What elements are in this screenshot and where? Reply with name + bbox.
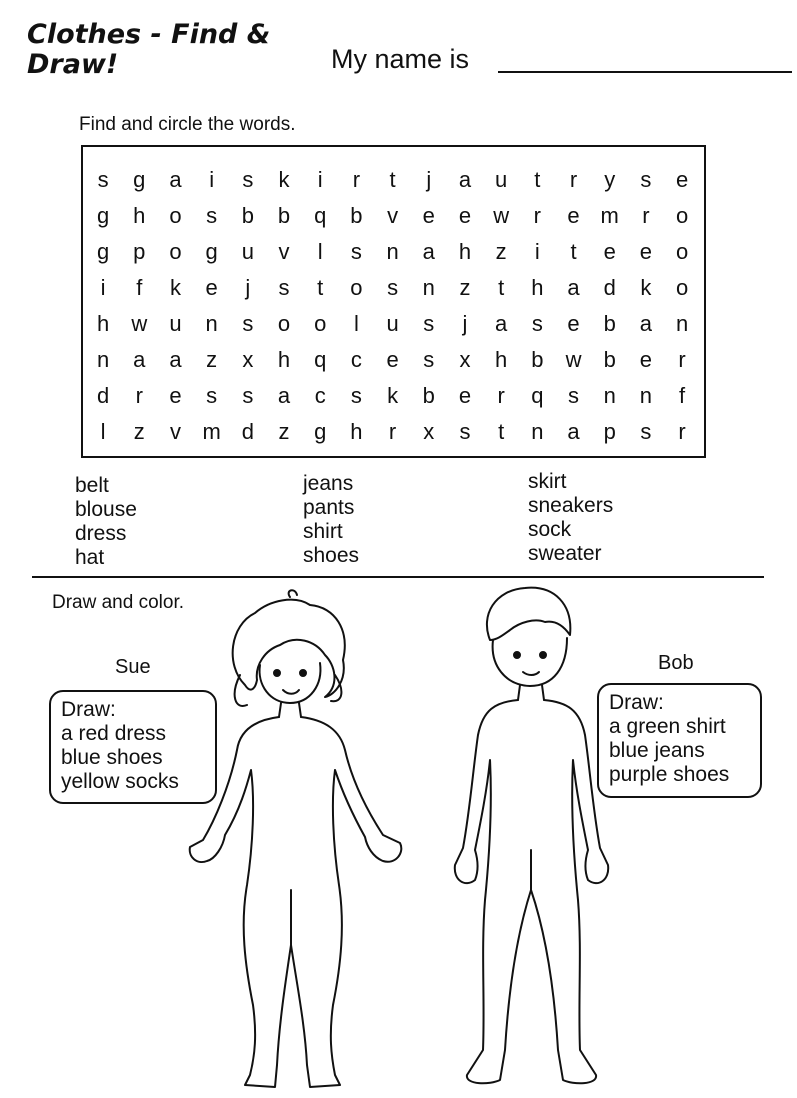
word-search-letter[interactable]: s: [640, 419, 652, 444]
word-list-column-2: [303, 472, 359, 568]
word-search-letter[interactable]: t: [317, 275, 324, 300]
worksheet-title: Clothes - Find & Draw!: [27, 19, 271, 80]
word-search-letter[interactable]: t: [389, 167, 396, 192]
word-search-letter[interactable]: h: [277, 347, 291, 372]
word-search-letter[interactable]: n: [639, 383, 653, 408]
word-search-letter[interactable]: x: [459, 347, 471, 372]
word-search-letter[interactable]: v: [387, 203, 399, 228]
word-search-letter[interactable]: r: [533, 203, 541, 228]
word-search-letter[interactable]: y: [604, 167, 616, 192]
word-search-letter[interactable]: r: [135, 383, 143, 408]
word-search-letter[interactable]: e: [458, 383, 472, 408]
word-search-letter[interactable]: b: [422, 383, 435, 408]
word-search-row: [85, 378, 700, 414]
word-search-letter[interactable]: d: [241, 419, 254, 444]
word-search-letter[interactable]: n: [675, 311, 689, 336]
word-search-letter[interactable]: k: [640, 275, 652, 300]
word-search-row: [85, 234, 700, 270]
word-search-letter[interactable]: e: [386, 347, 399, 372]
word-search-letter[interactable]: a: [458, 167, 472, 192]
word-search-letter[interactable]: o: [675, 203, 689, 228]
word-search-letter[interactable]: l: [317, 239, 323, 264]
word-search-letter[interactable]: e: [205, 275, 218, 300]
word-search-letter[interactable]: d: [96, 383, 110, 408]
bob-figure-illustration: [445, 580, 620, 1095]
word-search-row: [85, 342, 700, 378]
word-search-letter[interactable]: o: [169, 203, 182, 228]
word-search-letter[interactable]: o: [675, 239, 689, 264]
word-search-letter[interactable]: v: [278, 239, 290, 264]
word-search-letter[interactable]: o: [675, 275, 689, 300]
word-search-letter[interactable]: x: [423, 419, 435, 444]
word-search-letter[interactable]: u: [495, 167, 508, 192]
bob-instruction-line: purple shoes: [609, 763, 730, 786]
word-search-letter[interactable]: n: [422, 275, 435, 300]
word-search-letter[interactable]: g: [205, 239, 218, 264]
word-search-letter[interactable]: s: [350, 383, 362, 408]
word-search-letter[interactable]: a: [422, 239, 435, 264]
word-search-letter[interactable]: a: [277, 383, 291, 408]
word-search-letter[interactable]: t: [570, 239, 577, 264]
word-search-letter[interactable]: n: [96, 347, 110, 372]
word-search-letter[interactable]: m: [600, 203, 619, 228]
word-search-letter[interactable]: q: [314, 347, 327, 372]
word-search-letter[interactable]: b: [350, 203, 363, 228]
word-search-letter[interactable]: c: [314, 383, 326, 408]
draw-instruction: Draw and color.: [52, 592, 185, 613]
sue-instruction-line: Draw:: [61, 698, 116, 721]
word-search-letter[interactable]: t: [498, 419, 505, 444]
word-search-letter[interactable]: r: [497, 383, 505, 408]
word-search-letter[interactable]: a: [169, 347, 182, 372]
word-list-item: belt: [75, 474, 109, 497]
word-list-item: sock: [528, 518, 572, 541]
word-search-letter[interactable]: j: [426, 167, 432, 192]
word-search-letter[interactable]: q: [531, 383, 544, 408]
bob-name-label: Bob: [658, 652, 694, 674]
section-divider: [32, 576, 764, 578]
word-search-letter[interactable]: f: [679, 383, 686, 408]
name-write-line: [498, 71, 792, 73]
word-search-letter[interactable]: s: [278, 275, 290, 300]
word-search-letter[interactable]: e: [422, 203, 435, 228]
word-list-column-1: [75, 474, 137, 570]
word-list-item: skirt: [528, 470, 567, 493]
word-search-letter[interactable]: s: [423, 311, 435, 336]
bob-instruction-line: a green shirt: [609, 715, 726, 738]
word-search-letter[interactable]: s: [423, 347, 435, 372]
word-search-letter[interactable]: a: [133, 347, 146, 372]
word-search-letter[interactable]: b: [603, 347, 616, 372]
word-list-item: shirt: [303, 520, 343, 543]
word-search-letter[interactable]: r: [678, 347, 686, 372]
word-search-letter[interactable]: r: [388, 419, 397, 444]
word-search-letter[interactable]: j: [245, 275, 251, 300]
word-search-letter[interactable]: i: [534, 239, 540, 264]
word-search-letter[interactable]: r: [569, 167, 578, 192]
word-search-letter[interactable]: s: [242, 167, 254, 192]
word-search-letter[interactable]: b: [277, 203, 291, 228]
word-search-letter[interactable]: s: [568, 383, 580, 408]
word-search-letter[interactable]: z: [495, 239, 507, 264]
word-search-letter[interactable]: n: [603, 383, 616, 408]
word-search-letter[interactable]: h: [96, 311, 110, 336]
word-search-letter[interactable]: b: [241, 203, 254, 228]
word-search-letter[interactable]: s: [350, 239, 362, 264]
word-search-letter[interactable]: r: [642, 203, 650, 228]
bob-instruction-box: [597, 683, 762, 798]
sue-instruction-line: yellow socks: [61, 770, 179, 793]
sue-instruction-line: blue shoes: [61, 746, 163, 769]
word-search-letter[interactable]: x: [242, 347, 254, 372]
word-search-letter[interactable]: s: [97, 167, 109, 192]
word-search-letter[interactable]: o: [314, 311, 327, 336]
word-search-letter[interactable]: t: [498, 275, 505, 300]
word-search-letter[interactable]: w: [565, 347, 582, 372]
word-search-letter[interactable]: p: [133, 239, 146, 264]
word-search-letter[interactable]: s: [242, 383, 254, 408]
word-search-letter[interactable]: o: [169, 239, 182, 264]
word-search-letter[interactable]: z: [133, 419, 145, 444]
word-search-grid: [85, 162, 700, 450]
word-search-letter[interactable]: e: [639, 347, 653, 372]
word-search-row: [85, 270, 700, 306]
word-search-letter[interactable]: a: [567, 419, 580, 444]
sue-instruction-line: a red dress: [61, 722, 167, 745]
word-search-letter[interactable]: e: [603, 239, 616, 264]
word-search-letter[interactable]: n: [531, 419, 544, 444]
word-search-letter[interactable]: t: [534, 167, 541, 192]
name-label: My name is: [331, 44, 470, 74]
word-search-letter[interactable]: o: [277, 311, 291, 336]
word-search-letter[interactable]: w: [493, 203, 510, 228]
word-search-letter[interactable]: s: [242, 311, 254, 336]
word-search-letter[interactable]: a: [169, 167, 182, 192]
word-list-item: blouse: [75, 498, 137, 521]
word-search-letter[interactable]: l: [100, 419, 106, 444]
word-search-instruction: Find and circle the words.: [79, 114, 296, 135]
word-search-letter[interactable]: f: [136, 275, 143, 300]
word-search-letter[interactable]: u: [386, 311, 399, 336]
word-search-letter[interactable]: h: [458, 239, 472, 264]
word-search-letter[interactable]: u: [169, 311, 182, 336]
word-search-letter[interactable]: i: [317, 167, 323, 192]
word-search-letter[interactable]: b: [531, 347, 544, 372]
sue-name-label: Sue: [115, 656, 151, 678]
word-list-item: shoes: [303, 544, 360, 567]
word-search-letter[interactable]: r: [352, 167, 361, 192]
word-search-letter[interactable]: a: [639, 311, 653, 336]
word-search-letter[interactable]: e: [639, 239, 653, 264]
word-search-letter[interactable]: w: [131, 311, 148, 336]
word-list-item: jeans: [303, 472, 354, 495]
word-search-letter[interactable]: k: [387, 383, 399, 408]
word-search-letter[interactable]: h: [350, 419, 363, 444]
word-search-letter[interactable]: n: [386, 239, 399, 264]
word-search-letter[interactable]: g: [96, 203, 110, 228]
word-search-letter[interactable]: s: [206, 383, 218, 408]
word-search-letter[interactable]: s: [531, 311, 543, 336]
word-list-item: sweater: [528, 542, 602, 565]
word-list-item: hat: [75, 546, 105, 569]
word-search-letter[interactable]: g: [133, 167, 146, 192]
word-search-letter[interactable]: u: [241, 239, 254, 264]
word-search-letter[interactable]: p: [603, 419, 616, 444]
word-search-letter[interactable]: s: [640, 167, 652, 192]
word-search-letter[interactable]: o: [350, 275, 363, 300]
word-search-letter[interactable]: h: [495, 347, 508, 372]
word-search-letter[interactable]: k: [169, 275, 181, 300]
word-search-letter[interactable]: s: [387, 275, 399, 300]
word-search-letter[interactable]: j: [462, 311, 468, 336]
word-search-letter[interactable]: z: [278, 419, 290, 444]
word-search-letter[interactable]: i: [100, 275, 106, 300]
word-search-letter[interactable]: s: [206, 203, 218, 228]
word-search-row: [85, 414, 700, 450]
word-search-letter[interactable]: g: [96, 239, 110, 264]
word-search-letter[interactable]: e: [458, 203, 472, 228]
word-search-letter[interactable]: m: [202, 419, 221, 444]
word-search-row: [85, 198, 700, 234]
word-search-letter[interactable]: a: [495, 311, 508, 336]
word-search-letter[interactable]: i: [209, 167, 215, 192]
word-search-letter[interactable]: z: [206, 347, 218, 372]
word-search-letter[interactable]: e: [567, 203, 580, 228]
word-search-letter[interactable]: h: [531, 275, 544, 300]
word-list-item: pants: [303, 496, 355, 519]
word-search-letter[interactable]: a: [567, 275, 580, 300]
word-search-letter[interactable]: v: [169, 419, 181, 444]
word-list-item: dress: [75, 522, 127, 545]
word-search-letter[interactable]: q: [314, 203, 327, 228]
word-search-letter[interactable]: s: [459, 419, 471, 444]
sue-figure-illustration: [185, 585, 425, 1095]
word-search-letter[interactable]: d: [603, 275, 616, 300]
word-list-item: sneakers: [528, 494, 614, 517]
word-search-row: [85, 306, 700, 342]
word-search-letter[interactable]: l: [353, 311, 359, 336]
word-search-letter[interactable]: e: [169, 383, 182, 408]
word-search-letter[interactable]: e: [675, 167, 689, 192]
word-search-letter[interactable]: r: [678, 419, 686, 444]
word-search-letter[interactable]: c: [350, 347, 362, 372]
word-search-letter[interactable]: b: [603, 311, 616, 336]
bob-instruction-line: blue jeans: [609, 739, 705, 762]
word-list-column-3: [528, 470, 613, 566]
word-search-letter[interactable]: k: [278, 167, 290, 192]
word-search-letter[interactable]: e: [567, 311, 580, 336]
word-search-row: [85, 162, 700, 198]
word-search-letter[interactable]: n: [205, 311, 218, 336]
bob-instruction-line: Draw:: [609, 691, 664, 714]
word-search-letter[interactable]: g: [314, 419, 327, 444]
word-search-letter[interactable]: z: [459, 275, 471, 300]
word-search-letter[interactable]: h: [133, 203, 146, 228]
